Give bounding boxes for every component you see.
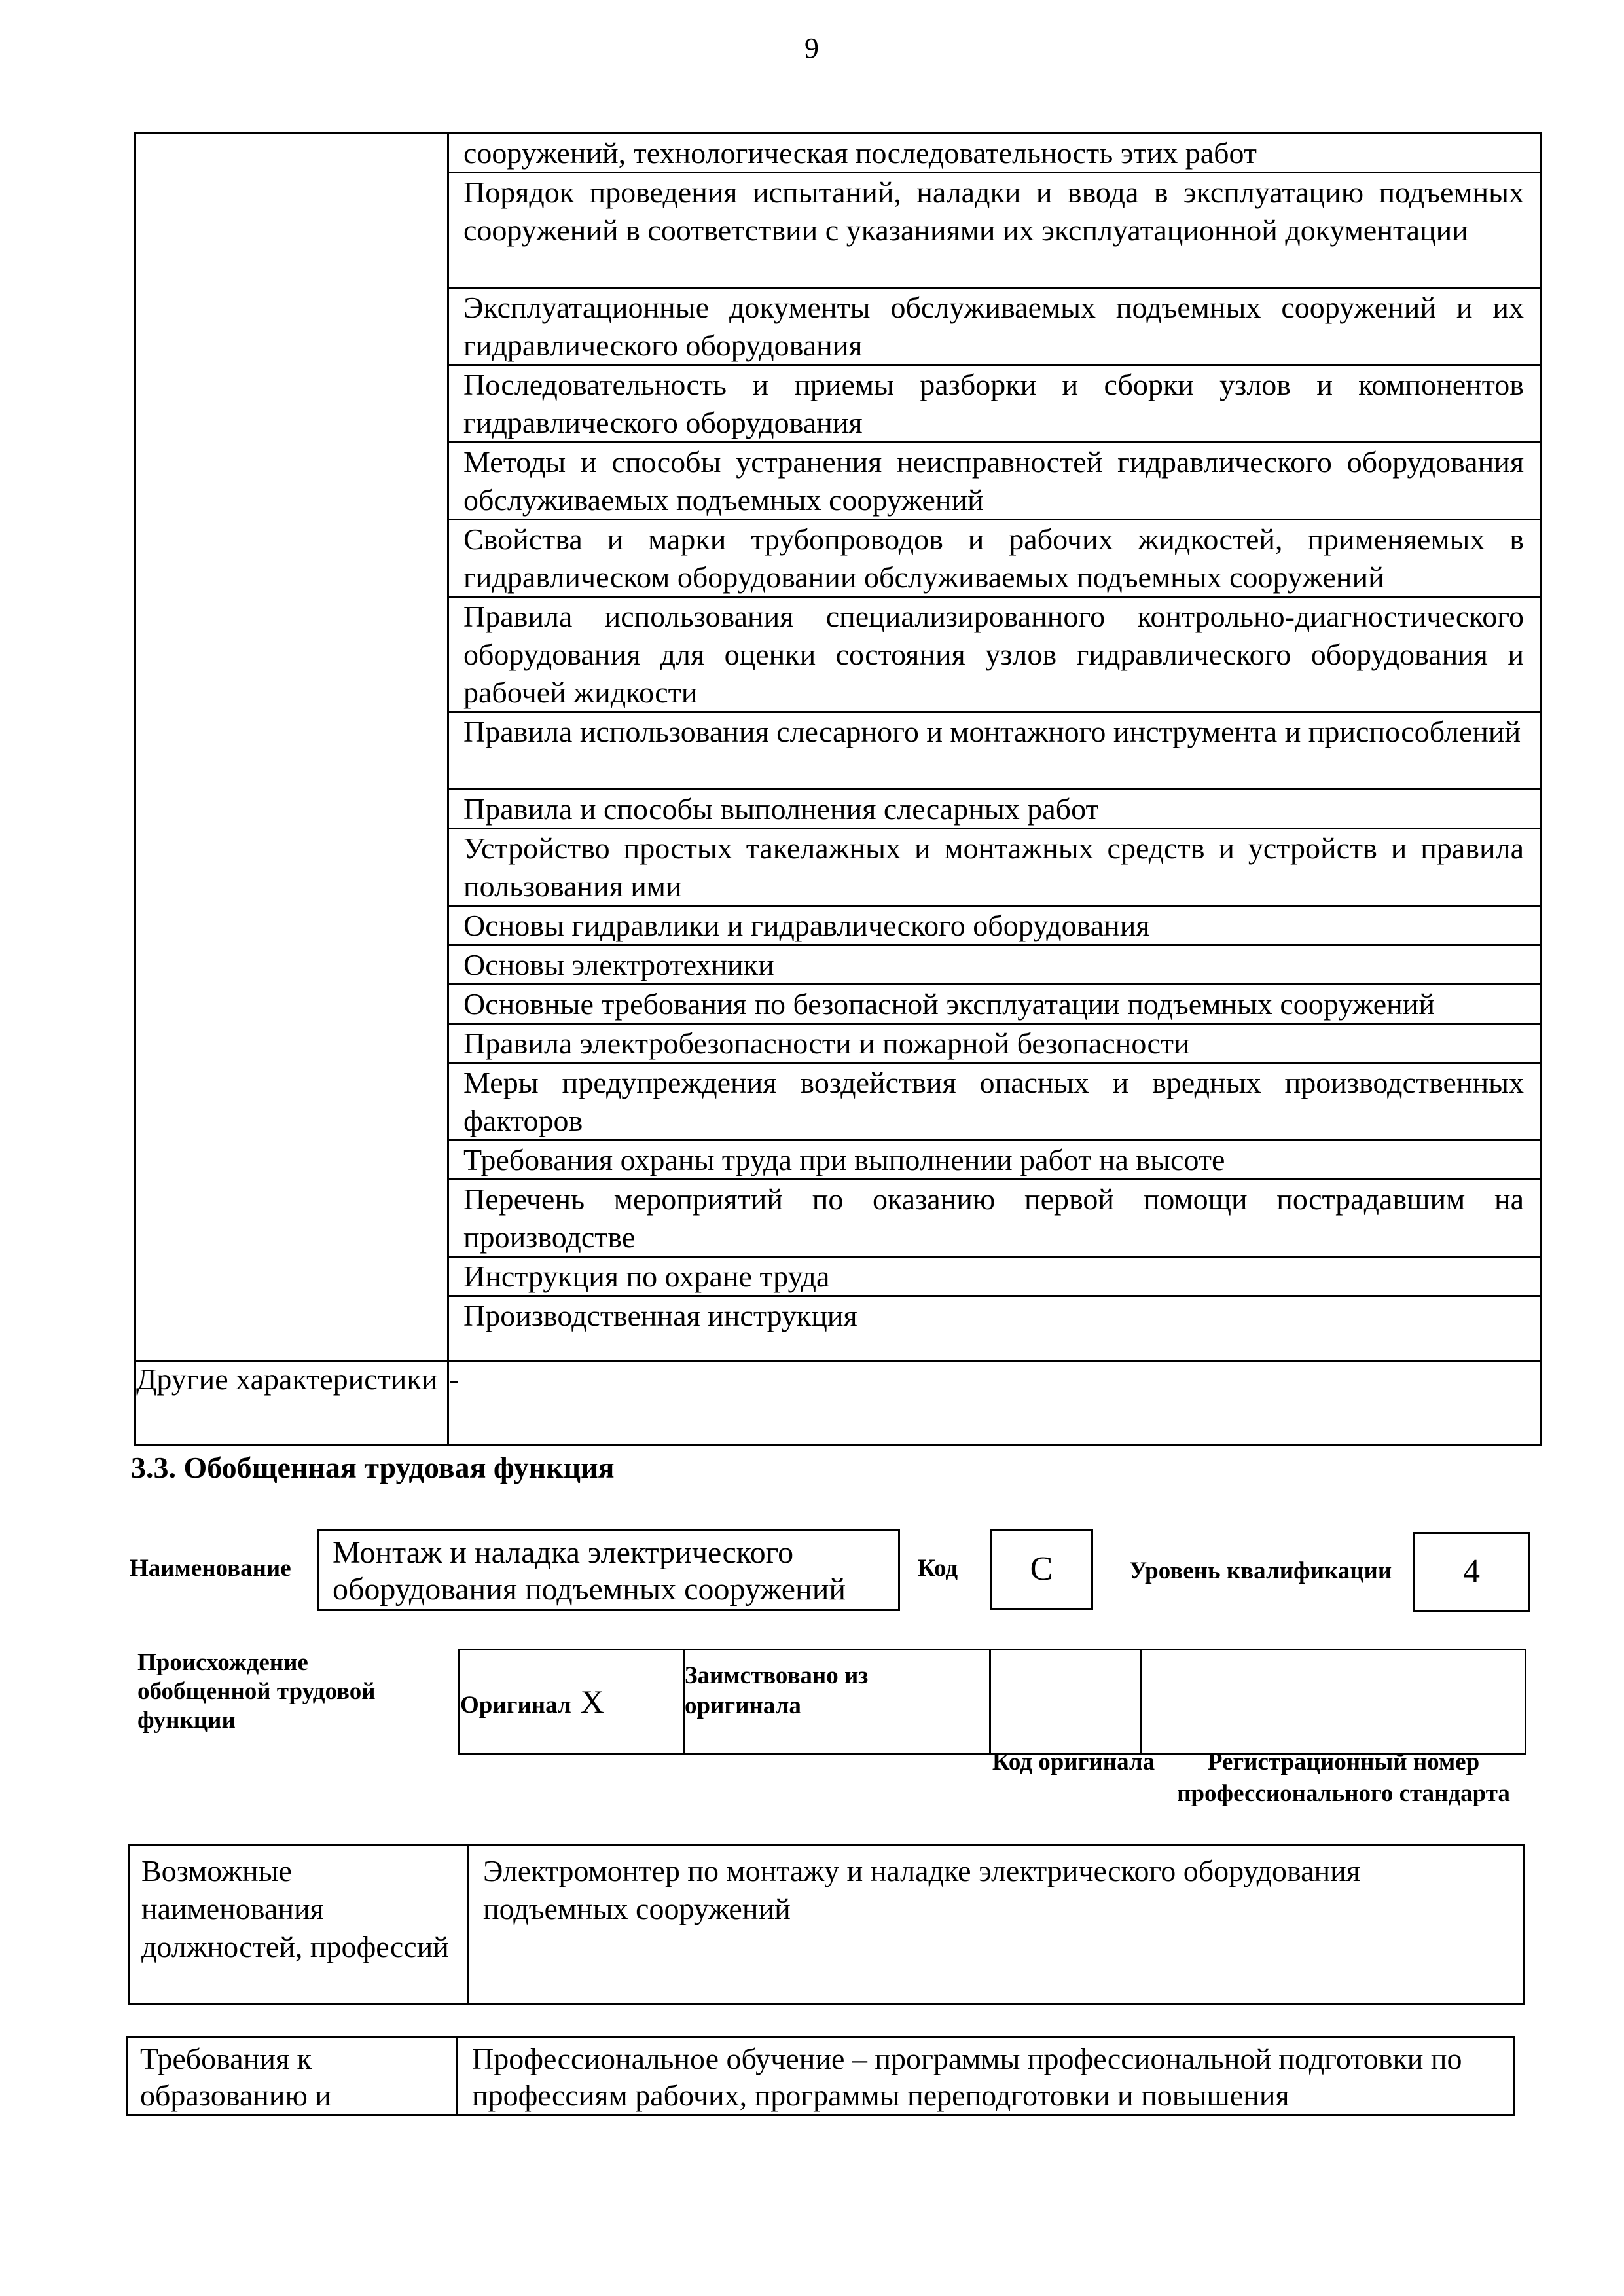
positions-label: Возможные наименования должностей, профессий	[129, 1845, 468, 2004]
knowledge-item: Правила использования специализированного контрольно-диагностического оборудования для оценки состояния узлов гидравлического оборудования и рабочей жидкости	[449, 598, 1540, 713]
education-label: Требования к образованию и	[128, 2037, 457, 2115]
knowledge-item: Правила и способы выполнения слесарных работ	[449, 790, 1540, 829]
knowledge-items-cell	[448, 134, 1541, 1361]
original-label: Оригинал	[460, 1692, 571, 1719]
borrowed-cell: Заимствовано из оригинала	[684, 1650, 990, 1754]
education-value: Профессиональное обучение – программы профессиональной подготовки по профессиям рабочих, программы переподготовки и повышения	[457, 2037, 1515, 2115]
knowledge-item: Производственная инструкция	[463, 1299, 857, 1332]
knowledge-item: Инструкция по охране труда	[449, 1258, 1540, 1297]
original-mark: X	[580, 1683, 604, 1720]
knowledge-item: Правила использования слесарного и монтажного инструмента и приспособлений	[449, 713, 1540, 790]
positions-value: Электромонтер по монтажу и наладке электрического оборудования подъемных сооружений	[468, 1845, 1525, 2004]
knowledge-item: Свойства и марки трубопроводов и рабочих жидкостей, применяемых в гидравлическом оборудовании обслуживаемых подъемных сооружений	[449, 520, 1540, 598]
original-cell	[460, 1650, 684, 1754]
knowledge-item: сооружений, технологическая последовательность этих работ	[449, 134, 1540, 173]
qualification-level-field: 4	[1413, 1532, 1530, 1612]
knowledge-item: Основы электротехники	[449, 946, 1540, 985]
other-characteristics-label: Другие характеристики	[135, 1361, 448, 1446]
registration-number-caption: Регистрационный номер профессионального стандарта	[1177, 1749, 1510, 1807]
knowledge-item: Эксплуатационные документы обслуживаемых подъемных сооружений и их гидравлического оборудования	[449, 289, 1540, 366]
knowledge-item: Методы и способы устранения неисправностей гидравлического оборудования обслуживаемых подъемных сооружений	[449, 443, 1540, 520]
code-label: Код	[918, 1555, 958, 1582]
knowledge-table	[134, 132, 1542, 1446]
knowledge-item: Меры предупреждения воздействия опасных и вредных производственных факторов	[449, 1064, 1540, 1141]
knowledge-item: Перечень мероприятий по оказанию первой помощи пострадавшим на производстве	[449, 1180, 1540, 1258]
qualification-level-label: Уровень квалификации	[1129, 1558, 1392, 1584]
origin-label: Происхождение обобщенной трудовой функции	[137, 1649, 376, 1734]
function-code-field: C	[990, 1529, 1093, 1610]
other-characteristics-value: -	[448, 1361, 1541, 1446]
education-table	[126, 2036, 1515, 2116]
original-code-cell	[990, 1650, 1142, 1754]
original-code-caption: Код оригинала	[992, 1749, 1155, 1776]
knowledge-item: Правила электробезопасности и пожарной безопасности	[449, 1025, 1540, 1064]
section-title: 3.3. Обобщенная трудовая функция	[131, 1451, 615, 1484]
registration-number-cell	[1142, 1650, 1526, 1754]
function-name-field: Монтаж и наладка электрического оборудования подъемных сооружений	[317, 1529, 900, 1611]
knowledge-item: Устройство простых такелажных и монтажных средств и устройств и правила пользования ими	[449, 829, 1540, 907]
knowledge-item: Основные требования по безопасной эксплуатации подъемных сооружений	[449, 985, 1540, 1025]
knowledge-item: Основы гидравлики и гидравлического оборудования	[449, 907, 1540, 946]
knowledge-item: Последовательность и приемы разборки и сборки узлов и компонентов гидравлического оборудования	[449, 366, 1540, 443]
origin-table	[458, 1649, 1526, 1755]
knowledge-item: Требования охраны труда при выполнении работ на высоте	[449, 1141, 1540, 1180]
name-label: Наименование	[130, 1555, 291, 1582]
knowledge-list	[449, 134, 1540, 1336]
page-number: 9	[804, 32, 819, 64]
knowledge-label-cell	[135, 134, 448, 1361]
knowledge-item: Порядок проведения испытаний, наладки и ввода в эксплуатацию подъемных сооружений в соответствии с указаниями их эксплуатационной документации	[449, 173, 1540, 289]
positions-table	[128, 1844, 1525, 2005]
